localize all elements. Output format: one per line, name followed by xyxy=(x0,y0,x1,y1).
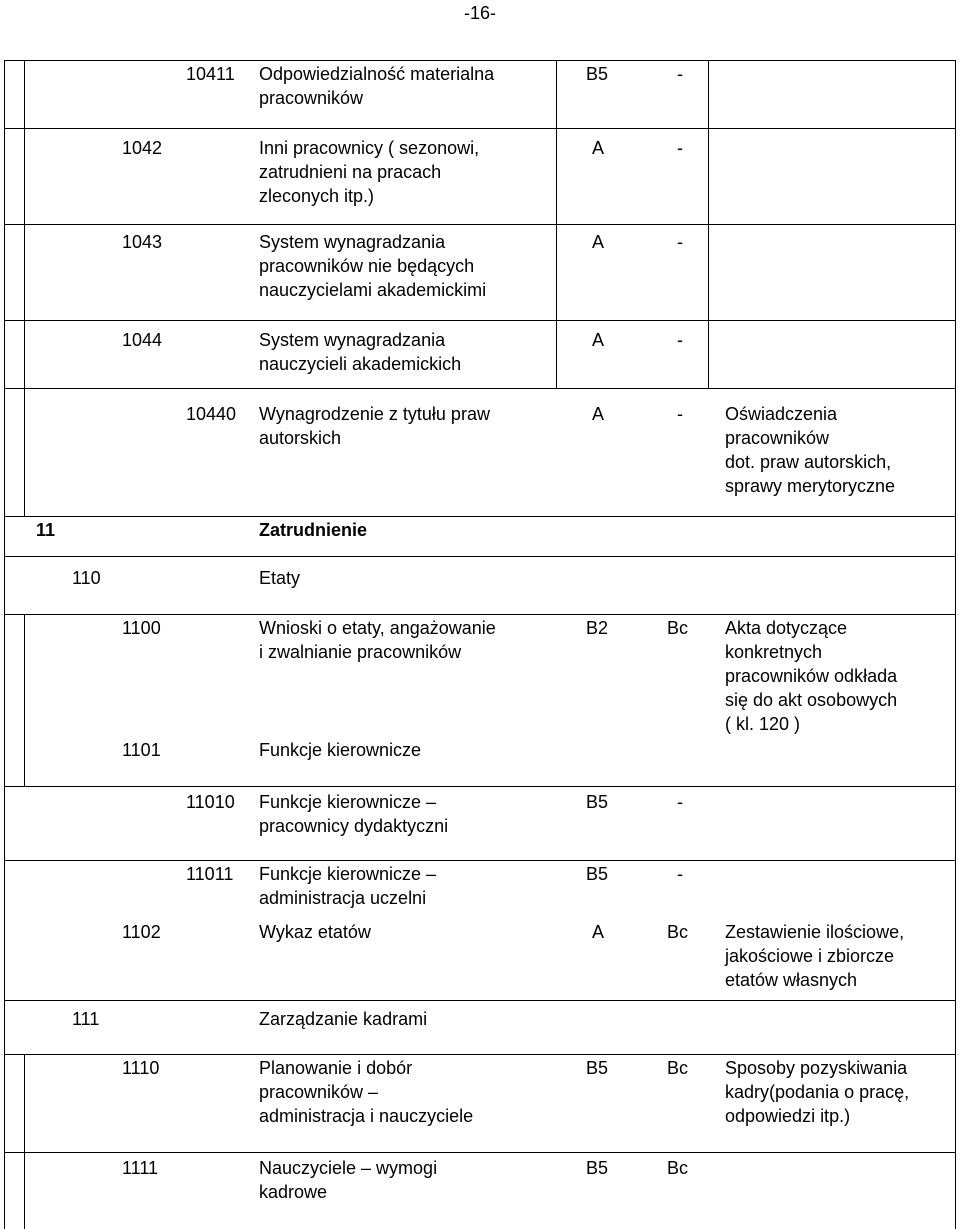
row-title: Wykaz etatów xyxy=(259,922,371,942)
row-code: 1043 xyxy=(122,232,163,252)
col-divider xyxy=(24,1054,25,1229)
row-code: 1042 xyxy=(122,138,163,158)
row-divider xyxy=(4,516,956,517)
row-category: B5 xyxy=(586,864,609,884)
row-category: A xyxy=(592,232,605,252)
row-title: Odpowiedzialność materialna pracowników xyxy=(259,64,495,108)
row-title: Etaty xyxy=(259,568,301,588)
row-divider xyxy=(4,224,956,225)
row-category-2: - xyxy=(677,64,683,84)
page-number: -16- xyxy=(463,3,496,23)
row-divider xyxy=(4,388,956,389)
row-category-2: Bc xyxy=(667,922,689,942)
row-category: A xyxy=(592,138,605,158)
row-category: B5 xyxy=(586,792,609,812)
row-divider xyxy=(4,1152,956,1153)
row-code: 10440 xyxy=(186,404,237,424)
row-code: 10411 xyxy=(186,64,235,84)
row-title: Zatrudnienie xyxy=(259,520,368,540)
row-notes: Sposoby pozyskiwania kadry(podania o pracę, odpowiedzi itp.) xyxy=(725,1058,910,1126)
row-code: 11 xyxy=(36,520,56,540)
row-divider xyxy=(4,128,956,129)
row-title: Zarządzanie kadrami xyxy=(259,1009,428,1029)
row-code: 110 xyxy=(72,568,101,588)
row-title: System wynagradzania pracowników nie będących nauczycielami akademickimi xyxy=(259,232,487,300)
row-divider xyxy=(4,556,956,557)
row-category: B2 xyxy=(586,618,609,638)
row-code: 11010 xyxy=(186,792,235,812)
row-divider xyxy=(4,1000,956,1001)
row-divider xyxy=(4,786,956,787)
row-divider xyxy=(4,614,956,615)
row-notes: Oświadczenia pracowników dot. praw autorskich, sprawy merytoryczne xyxy=(725,404,896,496)
row-title: Inni pracownicy ( sezonowi, zatrudnieni na pracach zleconych itp.) xyxy=(259,138,480,206)
row-category-2: - xyxy=(677,864,683,884)
row-category: B5 xyxy=(586,1058,609,1078)
row-category-2: Bc xyxy=(667,1158,689,1178)
row-title: Wnioski o etaty, angażowanie i zwalnianie pracowników xyxy=(259,618,496,662)
row-title: Wynagrodzenie z tytułu praw autorskich xyxy=(259,404,490,448)
row-code: 1102 xyxy=(122,922,161,942)
table-top-border xyxy=(4,60,956,61)
row-title: Funkcje kierownicze xyxy=(259,740,422,760)
col-divider xyxy=(24,614,25,786)
row-category: B5 xyxy=(586,64,609,84)
row-title: Funkcje kierownicze – administracja uczelni xyxy=(259,864,437,908)
row-category-2: - xyxy=(677,404,683,424)
row-category: A xyxy=(592,922,605,942)
row-code: 1044 xyxy=(122,330,163,350)
row-category-2: Bc xyxy=(667,618,689,638)
row-notes: Zestawienie ilościowe, jakościowe i zbiorcze etatów własnych xyxy=(725,922,905,990)
row-category: B5 xyxy=(586,1158,609,1178)
row-category: A xyxy=(592,330,605,350)
row-title: Funkcje kierownicze – pracownicy dydaktyczni xyxy=(259,792,449,836)
row-category-2: Bc xyxy=(667,1058,689,1078)
row-code: 1101 xyxy=(122,740,161,760)
row-category-2: - xyxy=(677,792,683,812)
row-code: 1111 xyxy=(122,1158,159,1178)
row-code: 11011 xyxy=(186,864,234,884)
row-title: Planowanie i dobór pracowników – administracja i nauczyciele xyxy=(259,1058,474,1126)
row-code: 111 xyxy=(72,1009,100,1029)
row-divider xyxy=(4,320,956,321)
row-category-2: - xyxy=(677,232,683,252)
row-category-2: - xyxy=(677,330,683,350)
row-code: 1100 xyxy=(122,618,161,638)
row-code: 1110 xyxy=(122,1058,160,1078)
row-category: A xyxy=(592,404,605,424)
row-divider xyxy=(4,1054,956,1055)
row-category-2: - xyxy=(677,138,683,158)
row-title: Nauczyciele – wymogi kadrowe xyxy=(259,1158,438,1202)
row-notes: Akta dotyczące konkretnych pracowników odkłada się do akt osobowych ( kl. 120 ) xyxy=(725,618,898,734)
row-divider xyxy=(4,860,956,861)
row-title: System wynagradzania nauczycieli akademickich xyxy=(259,330,462,374)
